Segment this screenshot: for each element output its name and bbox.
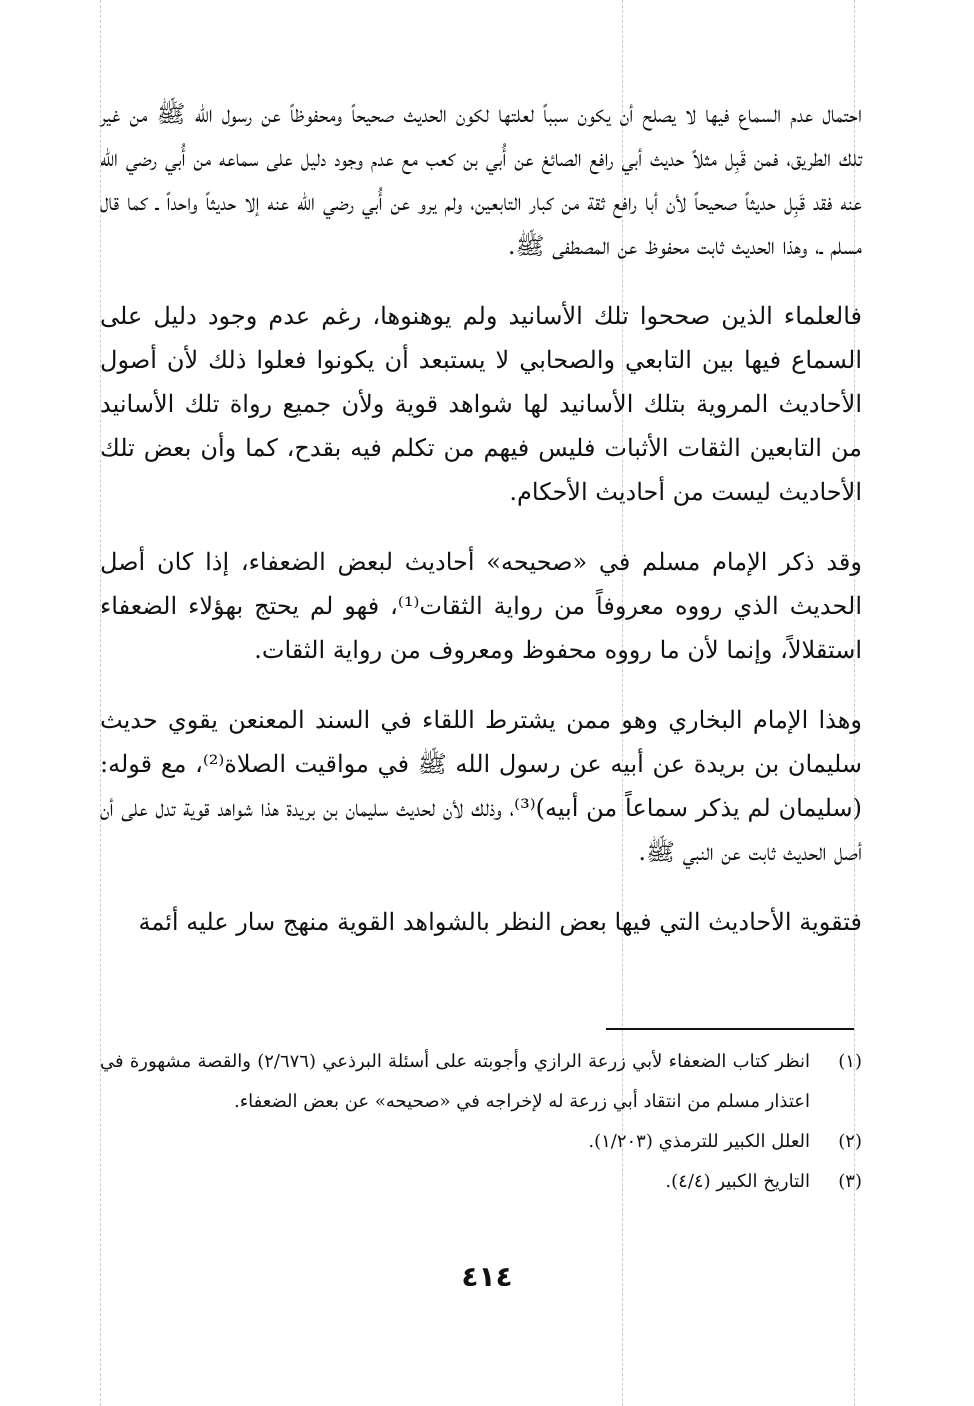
footnote-text: التاريخ الكبير (٤/٤).: [665, 1171, 810, 1192]
paragraph-4: وهذا الإمام البخاري وهو ممن يشترط اللقاء في السند المعنعن يقوي حديث سليمان بن بريدة عن أبيه عن رسول الله ﷺ في مواقيت الصلاة⁽²⁾، مع قوله: (سليمان لم يذكر سماعاً من أبيه)⁽³⁾، وذلك لأن لحديث سليمان بن بريدة هذا شواهد قوية تدل على أن أصل الحديث ثابت عن النبي ﷺ.: [100, 706, 862, 866]
paragraph-2: فالعلماء الذين صححوا تلك الأسانيد ولم يوهنوها، رغم عدم وجود دليل على السماع فيها بين التابعي والصحابي لا يستبعد أن يكونوا فعلوا ذلك لأن أصول الأحاديث المروية بتلك الأسانيد لها شواهد قوية ولأن جميع رواة تلك الأسانيد من التابعين الثقات الأثبات فليس فيهم من تكلم فيه بقدح، كما وأن بعض تلك الأحاديث ليست من أحاديث الأحكام.: [100, 302, 862, 506]
footnote-text: العلل الكبير للترمذي (١/٢٠٣).: [588, 1131, 810, 1152]
footnote-number: (٢): [838, 1131, 862, 1152]
footnote-text: انظر كتاب الضعفاء لأبي زرعة الرازي وأجوبته على أسئلة البرذعي (٢/٦٧٦) والقصة مشهورة في اعتذار مسلم من انتقاد أبي زرعة له لإخراجه في «صحيحه» عن بعض الضعفاء.: [100, 1051, 810, 1112]
footnote-separator: [606, 1028, 854, 1030]
footnotes: [100, 1042, 862, 1202]
footnote-number: (٣): [838, 1171, 862, 1192]
footnote-1: [100, 1042, 862, 1122]
footnote-3: [100, 1162, 862, 1202]
paragraph-5: فتقوية الأحاديث التي فيها بعض النظر بالشواهد القوية منهج سار عليه أئمة: [138, 908, 862, 936]
page-number: ٤١٤: [461, 1260, 513, 1293]
paragraph-1: احتمال عدم السماع فيها لا يصلح أن يكون سبباً لعلتها لكون الحديث صحيحاً ومحفوظاً عن رسول الله ﷺ من غير تلك الطريق، فمن قَبِل مثلاً حديث أبي رافع الصائغ عن أُبي بن كعب مع عدم وجود دليل على سماعه من أُبي رضي الله عنه فقد قَبِل حديثاً صحيحاً لأن أبا رافع ثقة من كبار التابعين، ولم يرو عن أُبي رضي الله عنه إلا حديثاً واحداً ـ كما قال مسلم ـ، وهذا الحديث ثابت محفوظ عن المصطفى ﷺ.: [100, 100, 862, 260]
footnote-2: [100, 1122, 862, 1162]
footnote-number: (١): [838, 1051, 862, 1072]
main-text: [100, 92, 862, 970]
paragraph-3: وقد ذكر الإمام مسلم في «صحيحه» أحاديث لبعض الضعفاء، إذا كان أصل الحديث الذي رووه معروفاً من رواية الثقات⁽¹⁾، فهو لم يحتج بهؤلاء الضعفاء استقلالاً، وإنما لأن ما رووه محفوظ ومعروف من رواية الثقات.: [100, 548, 863, 664]
